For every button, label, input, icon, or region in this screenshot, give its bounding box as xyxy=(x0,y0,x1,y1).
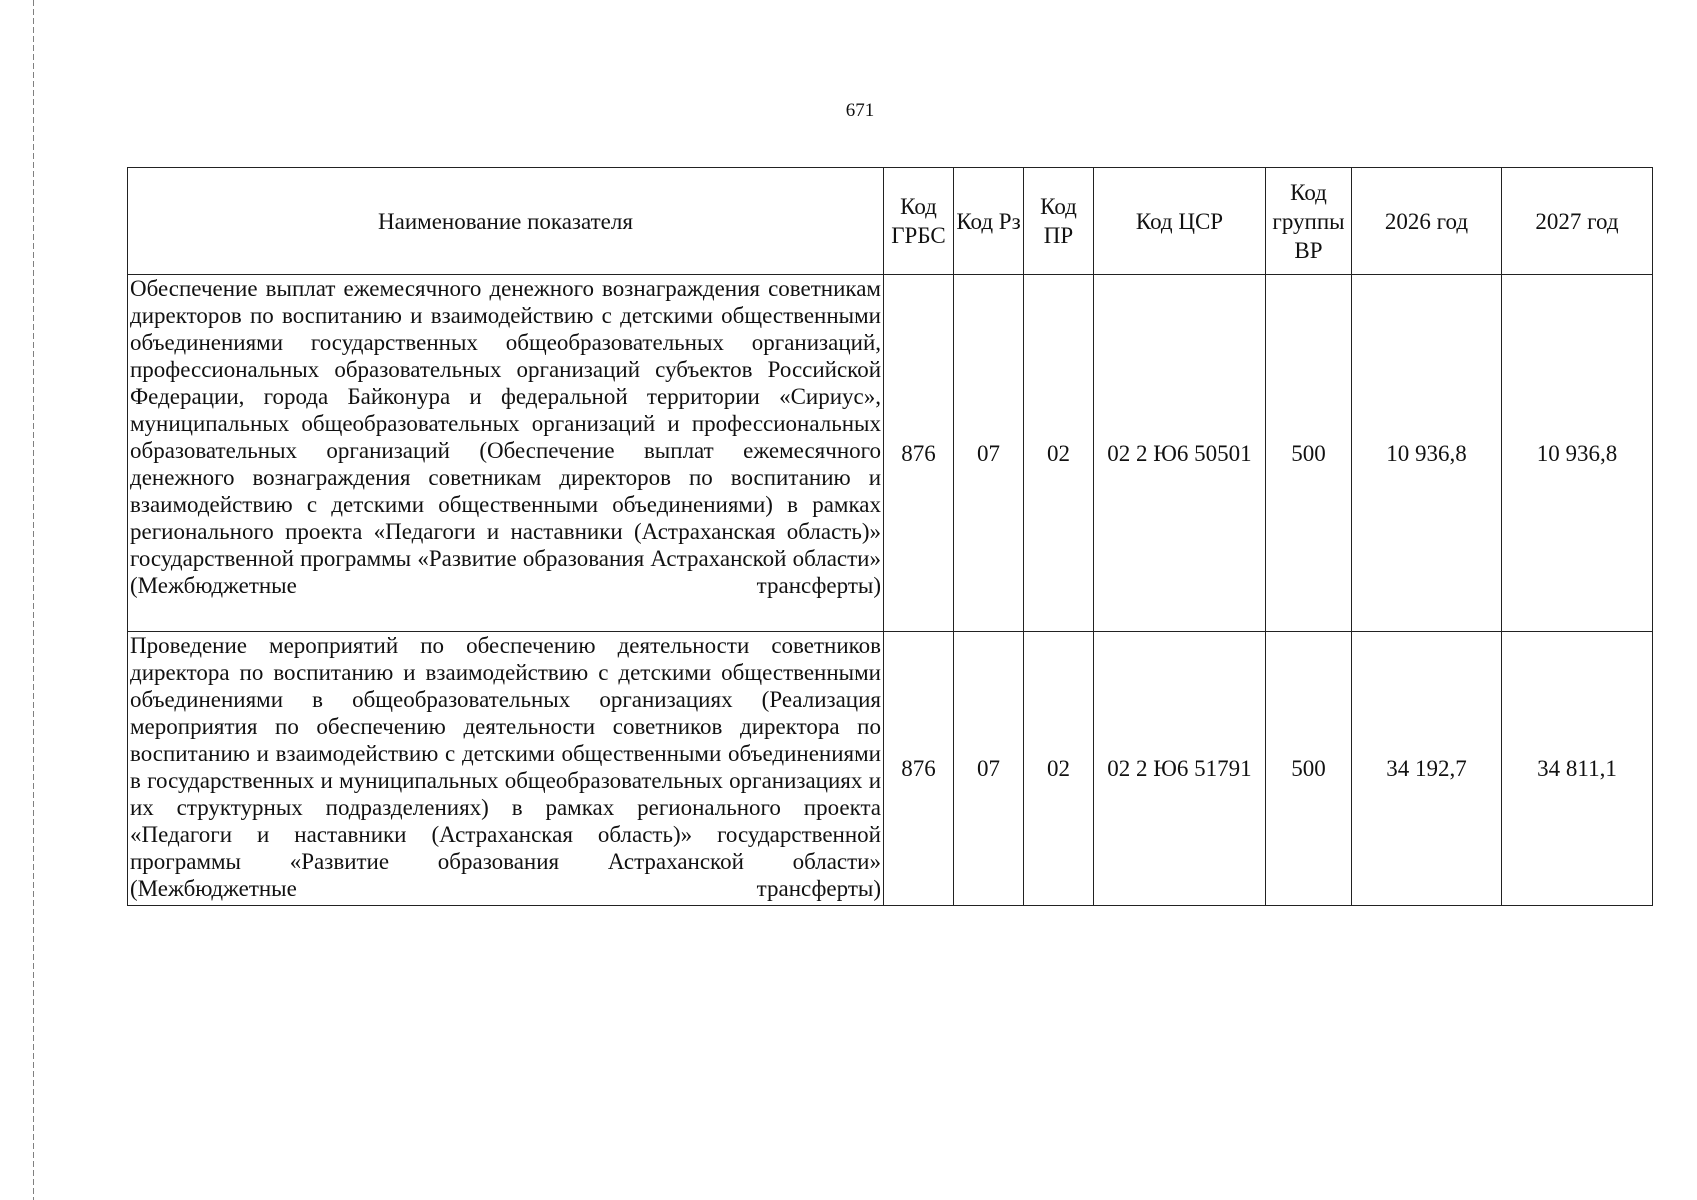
row-indicator-text: Обеспечение выплат ежемесячного денежного вознаграждения советникам директоров по воспитанию и взаимодействию с детскими общественными объединениями государственных общеобразовательных организаций, профессиональных образовательных организаций субъектов Российской Федерации, города Байконура и федеральной территории «Сириус», муниципальных общеобразовательных организаций и профессиональных образовательных организаций (Обеспечение выплат ежемесячного денежного вознаграждения советникам директоров по воспитанию и взаимодействию с детскими общественными объединениями) в рамках регионального проекта «Педагоги и наставники (Астраханская область)» государственной программы «Развитие образования Астраханской области» (Межбюджетные трансферты) xyxy=(130,276,881,598)
row-rz-code: 07 xyxy=(954,275,1024,632)
row-indicator-name xyxy=(128,632,884,906)
row-pr-code: 02 xyxy=(1024,632,1094,906)
row-vr-group-code: 500 xyxy=(1266,632,1352,906)
row-vr-group-code: 500 xyxy=(1266,275,1352,632)
header-year-2026: 2026 год xyxy=(1352,168,1502,275)
row-pr-code: 02 xyxy=(1024,275,1094,632)
row-indicator-name xyxy=(128,275,884,632)
table-row xyxy=(128,275,1653,632)
row-amount-2026: 10 936,8 xyxy=(1352,275,1502,632)
row-indicator-text: Проведение мероприятий по обеспечению деятельности советников директора по воспитанию и взаимодействию с детскими общественными объединениями в общеобразовательных организациях (Реализация мероприятия по обеспечению деятельности советников директора по воспитанию и взаимодействию с детскими общественными объединениями в государственных и муниципальных общеобразовательных организациях и их структурных подразделениях) в рамках регионального проекта «Педагоги и наставники (Астраханская область)» государственной программы «Развитие образования Астраханской области» (Межбюджетные трансферты) xyxy=(130,633,881,901)
scan-edge-line xyxy=(33,0,34,1200)
budget-table xyxy=(127,167,1653,906)
header-grbs-code: Код ГРБС xyxy=(884,168,954,275)
row-rz-code: 07 xyxy=(954,632,1024,906)
row-amount-2026: 34 192,7 xyxy=(1352,632,1502,906)
row-amount-2027: 10 936,8 xyxy=(1502,275,1653,632)
row-csr-code: 02 2 Ю6 51791 xyxy=(1094,632,1266,906)
row-grbs-code: 876 xyxy=(884,275,954,632)
header-indicator-name: Наименование показателя xyxy=(128,168,884,275)
table-header-row xyxy=(128,168,1653,275)
page-number: 671 xyxy=(845,100,875,121)
header-vr-group-code: Код группы ВР xyxy=(1266,168,1352,275)
table-row xyxy=(128,632,1653,906)
row-grbs-code: 876 xyxy=(884,632,954,906)
header-csr-code: Код ЦСР xyxy=(1094,168,1266,275)
header-rz-code: Код Рз xyxy=(954,168,1024,275)
header-year-2027: 2027 год xyxy=(1502,168,1653,275)
row-csr-code: 02 2 Ю6 50501 xyxy=(1094,275,1266,632)
header-pr-code: Код ПР xyxy=(1024,168,1094,275)
row-amount-2027: 34 811,1 xyxy=(1502,632,1653,906)
